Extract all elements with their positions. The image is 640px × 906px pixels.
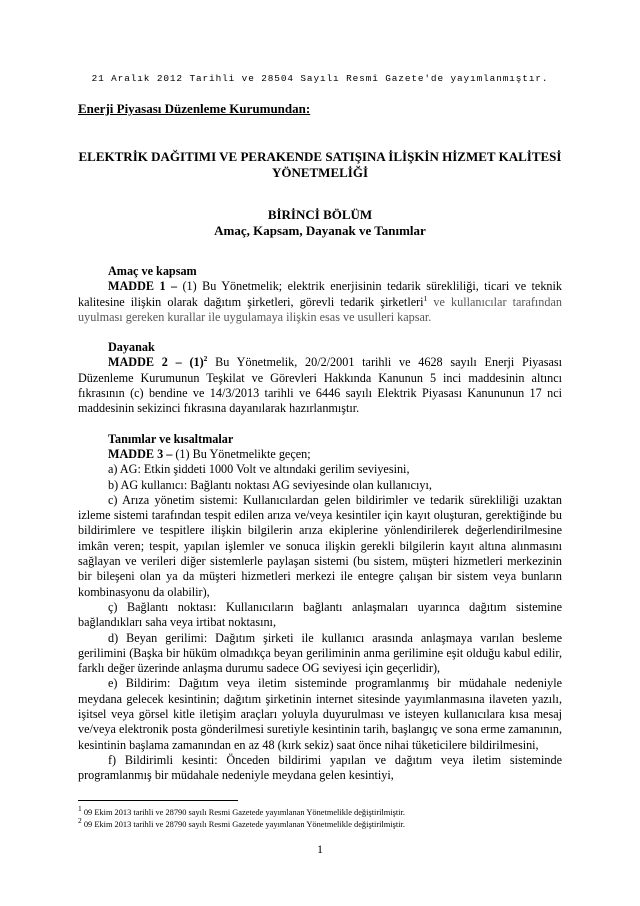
footnote-1-text: 09 Ekim 2013 tarihli ve 28790 sayılı Resmi Gazetede yayımlanan Yönetmelikle değiştirilmiştir. — [81, 808, 405, 817]
footnote-divider — [78, 800, 238, 801]
definition-item: ç) Bağlantı noktası: Kullanıcıların bağlantı anlaşmaları uyarınca dağıtım sistemine bağlandıkları saha veya irtibat noktasını, — [78, 599, 562, 630]
article-1 — [78, 279, 562, 325]
article-1-label: MADDE 1 – — [108, 279, 178, 294]
footnote-ref-1: 1 — [423, 293, 428, 303]
article-2-label: MADDE 2 – (1) — [108, 355, 204, 370]
article-3 — [78, 447, 562, 462]
article-3-label: MADDE 3 – — [108, 446, 173, 461]
definition-item: b) AG kullanıcı: Bağlantı noktası AG seviyesinde olan kullanıcıyı, — [108, 477, 432, 492]
section-heading-purpose: Amaç ve kapsam — [108, 264, 197, 278]
definition-item: d) Beyan gerilimi: Dağıtım şirketi ile kullanıcı arasında anlaşmaya varılan besleme gerilimini (Başka bir hüküm olmadıkça beyan geriliminin anma gerilimine eşit olduğu kabul edilir, farklı değer üzerinde anlaşma durumu sadece OG seviyesi için geçerlidir), — [78, 630, 562, 676]
chapter-heading — [0, 207, 640, 239]
footnote-ref-2: 2 — [203, 354, 208, 364]
page-number: 1 — [317, 842, 323, 856]
gazette-publication-note: 21 Aralık 2012 Tarihli ve 28504 Sayılı Resmî Gazete'de yayımlanmıştır. — [91, 73, 549, 84]
footnote-1 — [78, 804, 562, 819]
definition-item: e) Bildirim: Dağıtım veya iletim sisteminde programlanmış bir müdahale nedeniyle meydana gelecek kesintinin; dağıtım şirketinin internet sitesinde yayımlanmasına ilaveten yazılı, işitsel veya görsel kitle iletişim araçları yoluyla duyurulması ve isteyen kullanıcılara kısa mesaj ve/veya elektronik posta gönderilmesi suretiyle kesintinin tarih, başlangıç ve sona erme zamanının, kesintinin başlama zamanından en az 48 (kırk sekiz) saat önce nihai tüketicilere bildirilmesini, — [78, 676, 562, 752]
footnote-1-marker: 1 — [78, 804, 82, 814]
definition-item: f) Bildirimli kesinti: Önceden bildirimi yapılan ve dağıtım veya iletim sisteminde programlanmış bir müdahale nedeniyle meydana gelen kesintiyi, — [78, 752, 562, 783]
definition-item: c) Arıza yönetim sistemi: Kullanıcılardan gelen bildirimler ve tedarik sürekliliği uzaktan izleme sistemi tarafından tespit edilen arıza ve/veya kesintiler için kayıt oluşturan, gerektiğinde bu bildirimlere ve tespitlere ilişkin bilgilerin arıza ekiplerine yönlendirilerek değerlendirilmesine imkân veren; tespit, yapılan işlemler ve sonuca ilişkin gerekli bilgilerin kayıt altına alınmasını sağlayan ve verileri diğer sistemlerle paylaşan sistemi (bu sistem, müşteri hizmetleri merkezinin bir bileşeni olan ya da müşteri hizmetleri merkezi ile entegre çalışan bir sistem veya bunların kombinasyonu da olabilir), — [78, 492, 562, 599]
section-heading-definitions: Tanımlar ve kısaltmalar — [108, 431, 234, 446]
chapter-number: BİRİNCİ BÖLÜM — [267, 207, 373, 222]
institution-name: Enerji Piyasası Düzenleme Kurumundan: — [78, 101, 311, 116]
footnote-2-text: 09 Ekim 2013 tarihli ve 28790 sayılı Resmi Gazetede yayımlanan Yönetmelikle değiştirilmiştir. — [81, 820, 405, 829]
article-1-text-b: ve kullanıcılar tarafından uyulması gereken kurallar ile uygulamaya ilişkin esas ve usulleri kapsar. — [78, 294, 562, 324]
definition-item: a) AG: Etkin şiddeti 1000 Volt ve altındaki gerilim seviyesini, — [108, 462, 410, 477]
chapter-title: Amaç, Kapsam, Dayanak ve Tanımlar — [214, 223, 426, 238]
section-heading-basis: Dayanak — [108, 340, 155, 355]
regulation-title: ELEKTRİK DAĞITIMI VE PERAKENDE SATIŞINA İLİŞKİN HİZMET KALİTESİ YÖNETMELİĞİ — [78, 149, 562, 180]
article-1-text-a: (1) Bu Yönetmelik; elektrik enerjisinin tedarik sürekliliği, ticari ve teknik kalitesine ilişkin olarak dağıtım şirketleri, görevli tedarik şirketleri — [78, 279, 562, 309]
footnote-2-marker: 2 — [78, 816, 82, 826]
regulation-body — [78, 264, 562, 784]
article-2 — [78, 355, 562, 416]
footnote-2 — [78, 816, 562, 831]
footnotes — [78, 804, 562, 831]
article-2-text: Bu Yönetmelik, 20/2/2001 tarihli ve 4628 sayılı Enerji Piyasası Düzenleme Kurumunun Teşkilat ve Görevleri Hakkında Kanunun 5 inci maddesinin altıncı fıkrasının (c) bendine ve 14/3/2013 tarihli ve 6446 sayılı Elektrik Piyasası Kanununun 17 nci maddesinin sekizinci fıkrasına dayanılarak hazırlanmıştır. — [78, 355, 563, 416]
article-3-text: (1) Bu Yönetmelikte geçen; — [175, 446, 311, 461]
